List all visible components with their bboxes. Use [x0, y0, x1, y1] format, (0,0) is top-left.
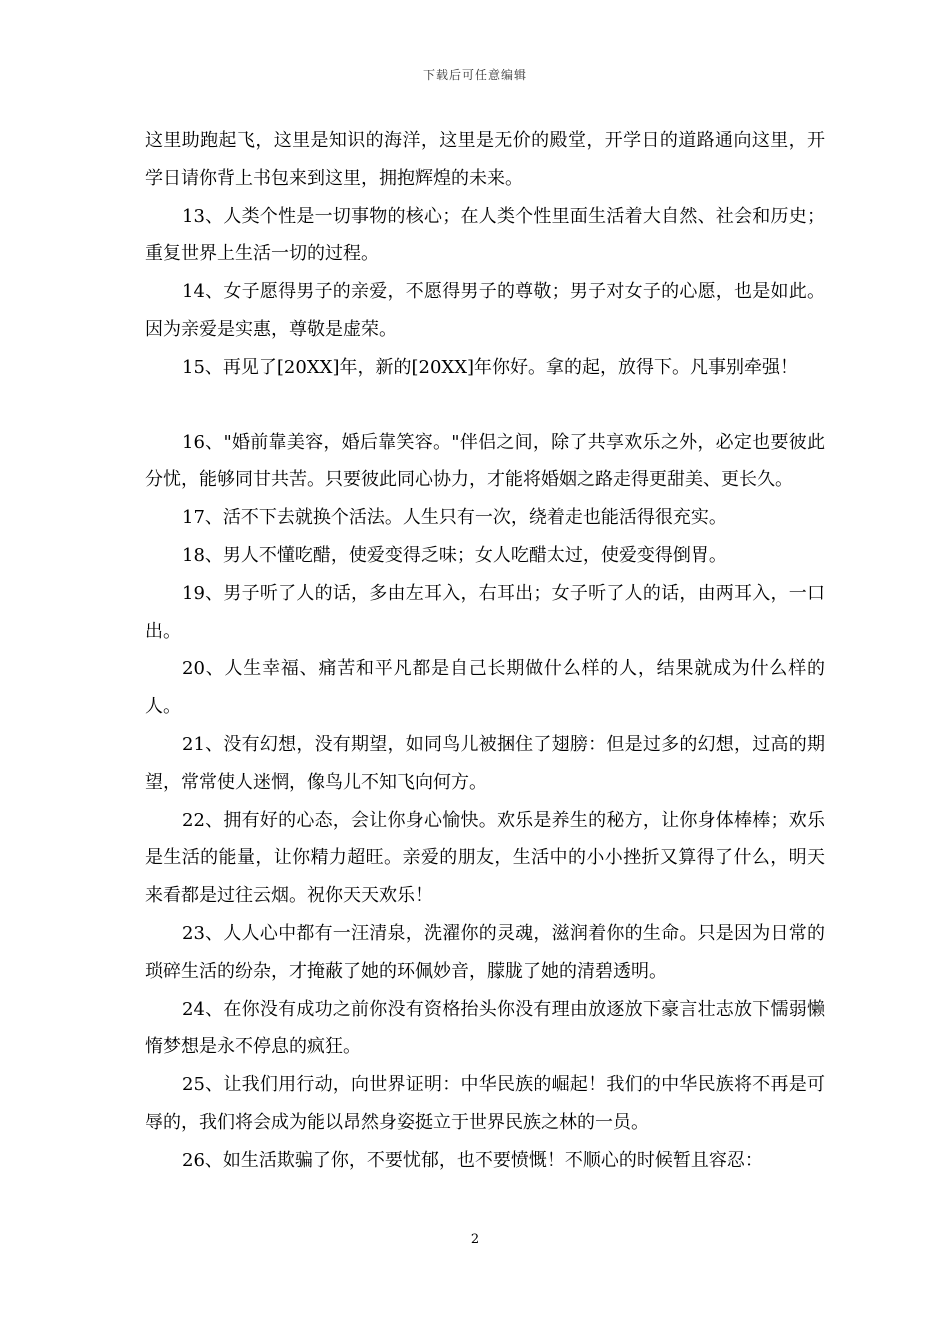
paragraph-23: 23、人人心中都有一汪清泉，洗濯你的灵魂，滋润着你的生命。只是因为日常的琐碎生活的纷杂，才掩蔽了她的环佩妙音，朦胧了她的清碧透明。 — [145, 922, 825, 982]
paragraph-26: 26、如生活欺骗了你，不要忧郁，也不要愤慨！不顺心的时候暂且容忍： — [182, 1149, 763, 1171]
page-header: 下载后可任意编辑 — [422, 68, 527, 82]
paragraph-24: 24、在你没有成功之前你没有资格抬头你没有理由放逐放下豪言壮志放下懦弱懒惰梦想是永不停息的疯狂。 — [145, 998, 825, 1058]
paragraph-17: 17、活不下去就换个活法。人生只有一次，绕着走也能活得很充实。 — [182, 507, 727, 529]
paragraph-21: 21、没有幻想，没有期望，如同鸟儿被捆住了翅膀：但是过多的幻想，过高的期望，常常使人迷惘，像鸟儿不知飞向何方。 — [145, 733, 825, 793]
paragraph-22: 22、拥有好的心态，会让你身心愉快。欢乐是养生的秘方，让你身体棒棒；欢乐是生活的能量，让你精力超旺。亲爱的朋友，生活中的小小挫折又算得了什么，明天来看都是过往云烟。祝你天天欢乐！ — [145, 809, 825, 907]
paragraph-25: 25、让我们用行动，向世界证明：中华民族的崛起！我们的中华民族将不再是可辱的，我们将会成为能以昂然身姿挺立于世界民族之林的一员。 — [145, 1074, 825, 1133]
paragraph-14: 14、女子愿得男子的亲爱，不愿得男子的尊敬；男子对女子的心愿，也是如此。因为亲爱是实惠，尊敬是虚荣。 — [145, 281, 825, 340]
paragraph-18: 18、男人不懂吃醋，使爱变得乏味；女人吃醋太过，使爱变得倒胃。 — [182, 544, 727, 566]
page-number: 2 — [470, 1232, 480, 1247]
paragraph-15: 15、再见了[20XX]年，新的[20XX]年你好。拿的起，放得下。凡事别牵强！ — [182, 356, 799, 378]
document-body — [145, 122, 825, 1180]
paragraph-continued: 这里助跑起飞，这里是知识的海洋，这里是无价的殿堂，开学日的道路通向这里，开学日请你背上书包来到这里，拥抱辉煌的未来。 — [145, 130, 825, 189]
paragraph-20: 20、人生幸福、痛苦和平凡都是自己长期做什么样的人，结果就成为什么样的人。 — [145, 658, 825, 718]
paragraph-19: 19、男子听了人的话，多由左耳入，右耳出；女子听了人的话，由两耳入，一口出。 — [145, 582, 825, 642]
paragraph-13: 13、人类个性是一切事物的核心；在人类个性里面生活着大自然、社会和历史；重复世界上生活一切的过程。 — [145, 205, 825, 265]
paragraph-16: 16、"婚前靠美容，婚后靠笑容。"伴侣之间，除了共享欢乐之外，必定也要彼此分忧，能够同甘共苦。只要彼此同心协力，才能将婚姻之路走得更甜美、更长久。 — [145, 431, 825, 491]
